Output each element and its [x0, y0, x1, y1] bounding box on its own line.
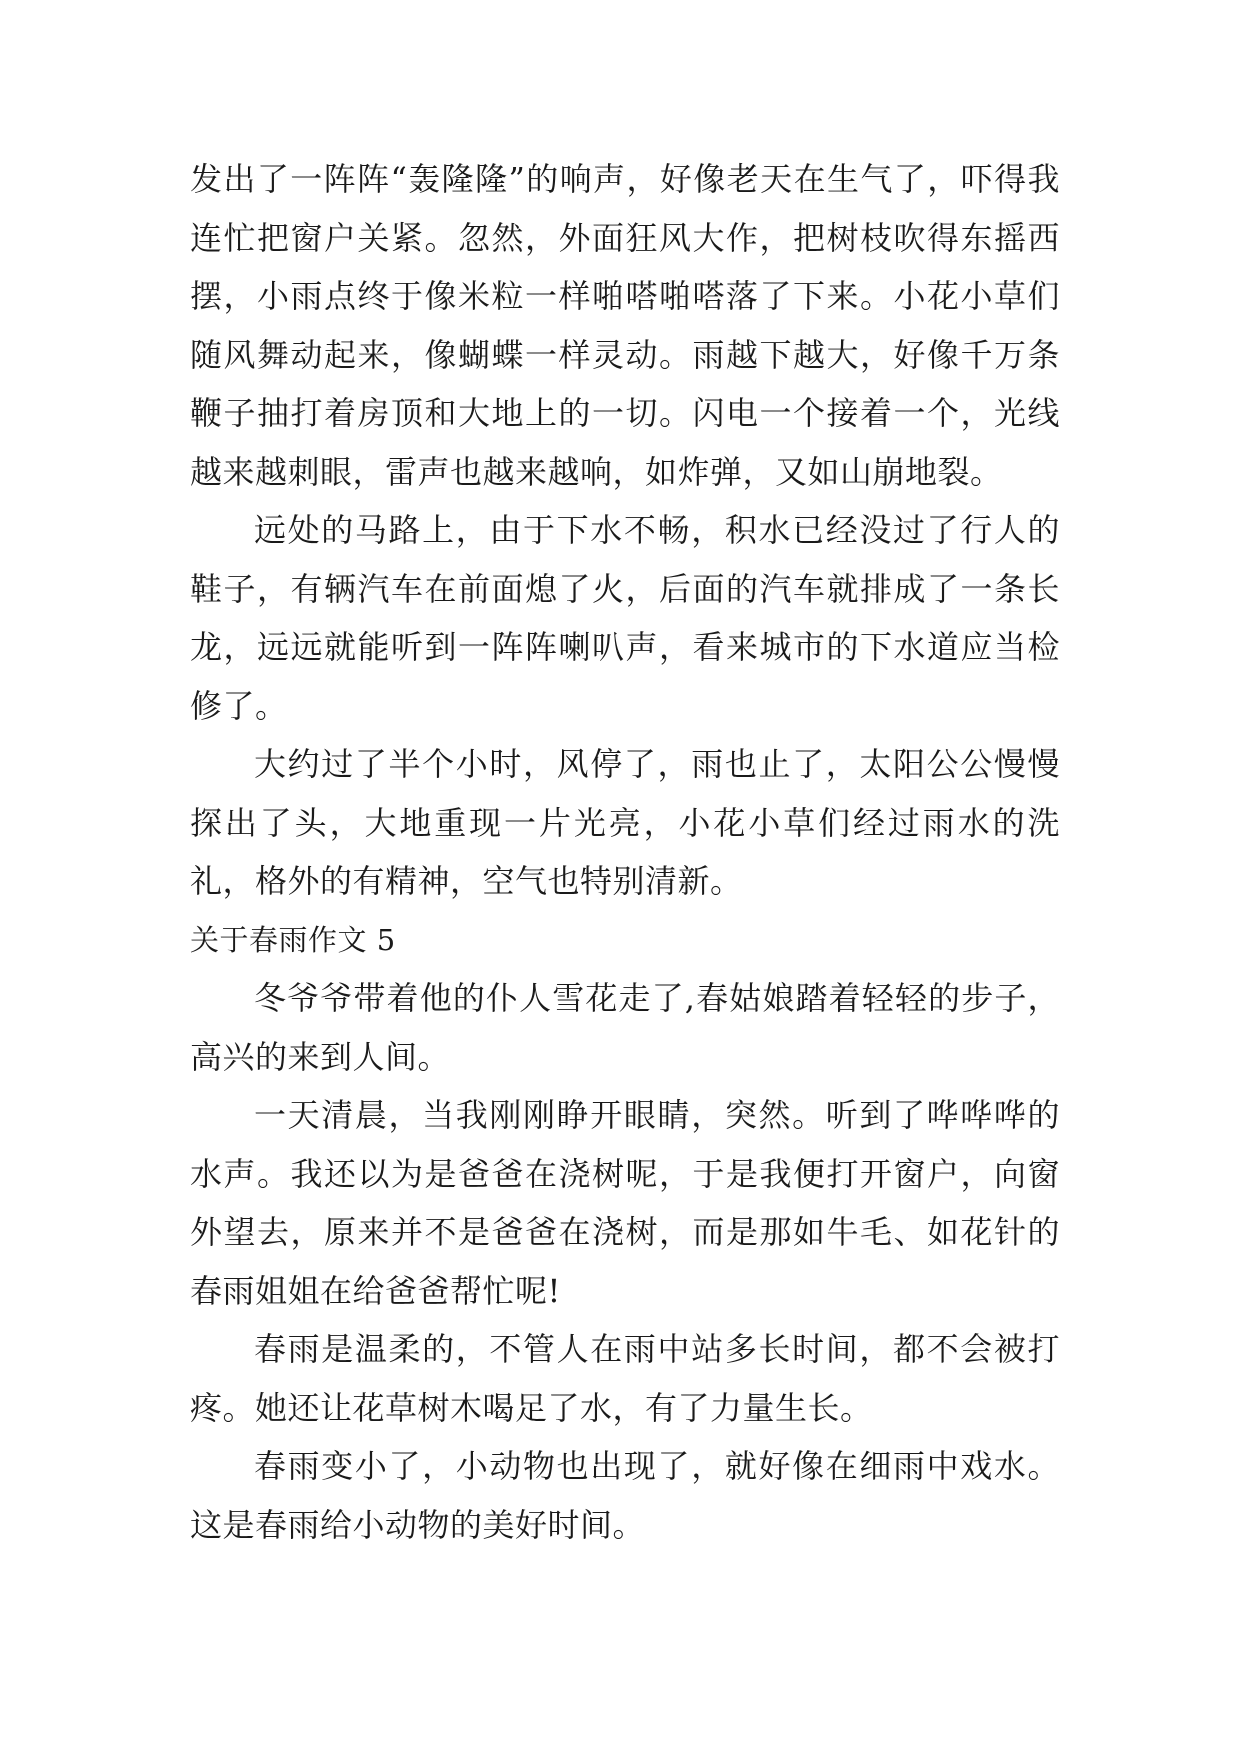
paragraph-gentle-rain: 春雨是温柔的，不管人在雨中站多长时间，都不会被打疼。她还让花草树木喝足了水，有了力量生长。: [190, 1330, 1060, 1427]
section-title: 关于春雨作文 5: [190, 922, 396, 957]
paragraph-morning-rain: 一天清晨，当我刚刚睁开眼睛，突然。听到了哗哗哗的水声。我还以为是爸爸在浇树呢，于是我便打开窗户，向窗外望去，原来并不是爸爸在浇树，而是那如牛毛、如花针的春雨姐姐在给爸爸帮忙呢!: [190, 1096, 1060, 1310]
document-body: [190, 150, 1060, 1554]
paragraph-thunderstorm: 发出了一阵阵“轰隆隆”的响声，好像老天在生气了，吓得我连忙把窗户关紧。忽然，外面狂风大作，把树枝吹得东摇西摆，小雨点终于像米粒一样啪嗒啪嗒落了下来。小花小草们随风舞动起来，像蝴蝶一样灵动。雨越下越大，好像千万条鞭子抽打着房顶和大地上的一切。闪电一个接着一个，光线越来越刺眼，雷声也越来越响，如炸弹，又如山崩地裂。: [190, 160, 1060, 491]
paragraph-flooded-road: 远处的马路上，由于下水不畅，积水已经没过了行人的鞋子，有辆汽车在前面熄了火，后面的汽车就排成了一条长龙，远远就能听到一阵阵喇叭声，看来城市的下水道应当检修了。: [190, 511, 1060, 725]
paragraph-animals: 春雨变小了，小动物也出现了，就好像在细雨中戏水。这是春雨给小动物的美好时间。: [190, 1447, 1060, 1544]
paragraph-after-rain: 大约过了半个小时，风停了，雨也止了，太阳公公慢慢探出了头，大地重现一片光亮，小花小草们经过雨水的洗礼，格外的有精神，空气也特别清新。: [190, 745, 1060, 900]
paragraph-spring-arrives: 冬爷爷带着他的仆人雪花走了,春姑娘踏着轻轻的步子，高兴的来到人间。: [190, 979, 1060, 1076]
